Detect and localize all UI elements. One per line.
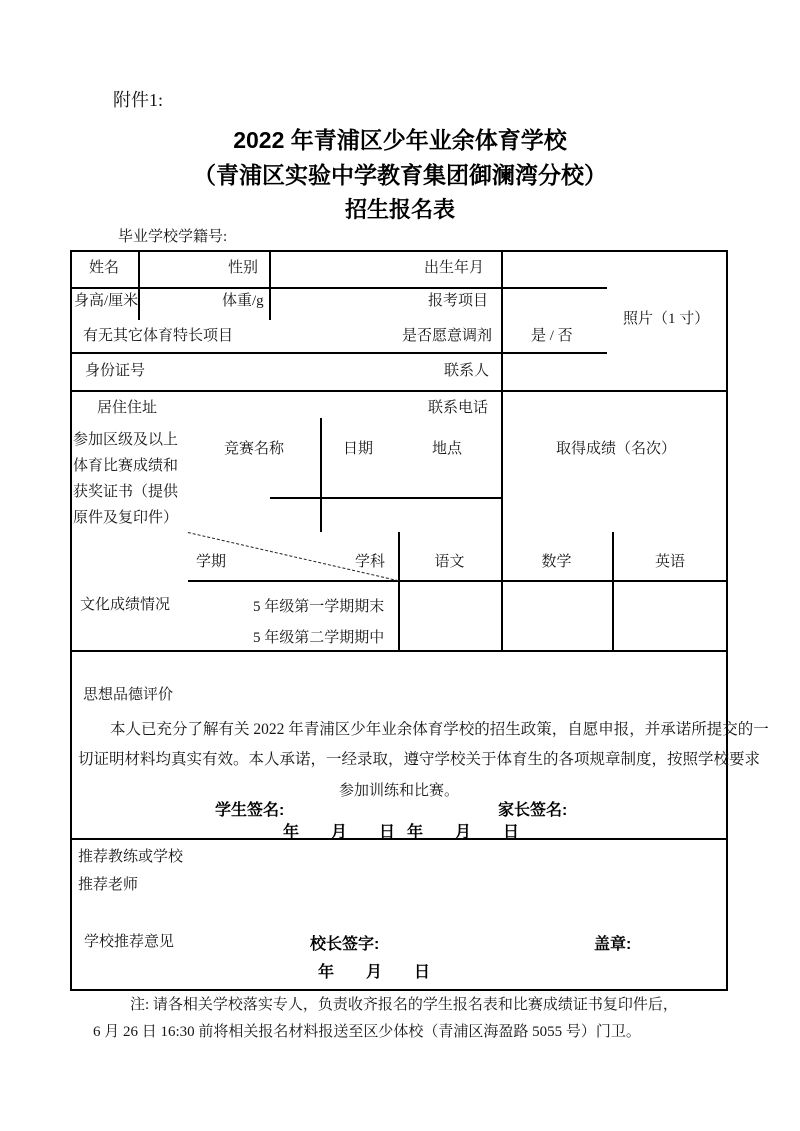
contact-person-label: 联系人: [444, 363, 490, 379]
competition-label-line: 体育比赛成绩和: [73, 458, 179, 474]
student-date-line: 年 月 日: [283, 824, 396, 841]
table-border-bottom: [70, 989, 728, 991]
page-title-line1: 2022 年青浦区少年业余体育学校: [233, 127, 567, 153]
grid-line: [612, 532, 614, 650]
adjust-label: 是否愿意调剂: [402, 328, 493, 344]
parent-date-line: 年 月 日: [407, 824, 520, 841]
table-border-left: [70, 250, 72, 991]
attachment-label: 附件1:: [113, 90, 164, 110]
competition-label-line: 参加区级及以上: [73, 432, 179, 448]
grid-line: [138, 250, 140, 320]
birth-label: 出生年月: [424, 260, 485, 276]
weight-label: 体重/g: [222, 293, 264, 309]
photo-label: 照片（1 寸）: [623, 311, 710, 327]
grid-line: [188, 580, 728, 582]
subject-header: 学科: [355, 554, 386, 570]
grid-line: [270, 497, 501, 499]
school-opinion-label: 学校推荐意见: [84, 934, 175, 950]
page-title-line3: 招生报名表: [344, 197, 455, 222]
academic-label: 文化成绩情况: [80, 597, 171, 613]
moral-label: 思想品德评价: [83, 687, 174, 703]
grid-line: [398, 532, 400, 650]
subject-english: 英语: [654, 554, 685, 570]
note-line1: 注: 请各相关学校落实专人，负责收齐报名的学生报名表和比赛成绩证书复印件后，: [130, 997, 678, 1013]
grid-line: [70, 390, 728, 392]
table-border-top: [70, 250, 728, 252]
address-label: 居住住址: [97, 400, 158, 416]
pledge-line2: 切证明材料均真实有效。本人承诺，一经录取，遵守学校关于体育生的各项规章制度，按照学校要求: [78, 751, 761, 768]
grid-line: [70, 650, 728, 652]
semester-row: 5 年级第二学期期中: [253, 630, 385, 646]
date-header: 日期: [343, 441, 374, 457]
pledge-line3: 参加训练和比赛。: [338, 783, 459, 799]
competition-label-line: 原件及复印件）: [73, 510, 179, 526]
gender-label: 性别: [228, 260, 259, 276]
grid-line: [70, 287, 607, 289]
seal-label: 盖章:: [594, 936, 632, 953]
apply-event-label: 报考项目: [428, 293, 489, 309]
school-date-line: 年 月 日: [318, 964, 431, 981]
phone-label: 联系电话: [428, 400, 489, 416]
grid-line: [320, 418, 322, 532]
semester-row: 5 年级第一学期期末: [253, 599, 385, 615]
subject-math: 数学: [541, 554, 572, 570]
grid-line: [269, 250, 271, 320]
student-sign-label: 学生签名:: [215, 802, 285, 819]
principal-sign-label: 校长签字:: [310, 936, 380, 953]
yes-no-value: 是 / 否: [531, 328, 573, 344]
place-header: 地点: [432, 441, 463, 457]
note-line2: 6 月 26 日 16:30 前将相关报名材料报送至区少体校（青浦区海盈路 5055 号）门卫。: [93, 1024, 641, 1040]
recommend-teacher-label: 推荐老师: [78, 877, 139, 893]
grid-line: [70, 352, 607, 354]
id-number-label: 身份证号: [85, 363, 146, 379]
table-border-right: [726, 250, 728, 991]
grid-line: [70, 838, 728, 840]
recommend-coach-label: 推荐教练或学校: [78, 849, 184, 865]
semester-header: 学期: [196, 554, 227, 570]
student-id-label: 毕业学校学籍号:: [118, 229, 228, 245]
other-sport-label: 有无其它体育特长项目: [83, 328, 234, 344]
parent-sign-label: 家长签名:: [498, 802, 568, 819]
name-label: 姓名: [88, 260, 119, 276]
page-title-line2: （青浦区实验中学教育集团御澜湾分校）: [193, 162, 607, 188]
result-header: 取得成绩（名次）: [556, 441, 677, 457]
competition-name-header: 竞赛名称: [224, 441, 285, 457]
height-label: 身高/厘米: [74, 293, 139, 309]
grid-line: [501, 250, 503, 650]
pledge-line1: 本人已充分了解有关 2022 年青浦区少年业余体育学校的招生政策，自愿申报，并承诺所提交的一: [110, 721, 769, 738]
subject-chinese: 语文: [434, 554, 465, 570]
competition-label-line: 获奖证书（提供: [73, 484, 179, 500]
